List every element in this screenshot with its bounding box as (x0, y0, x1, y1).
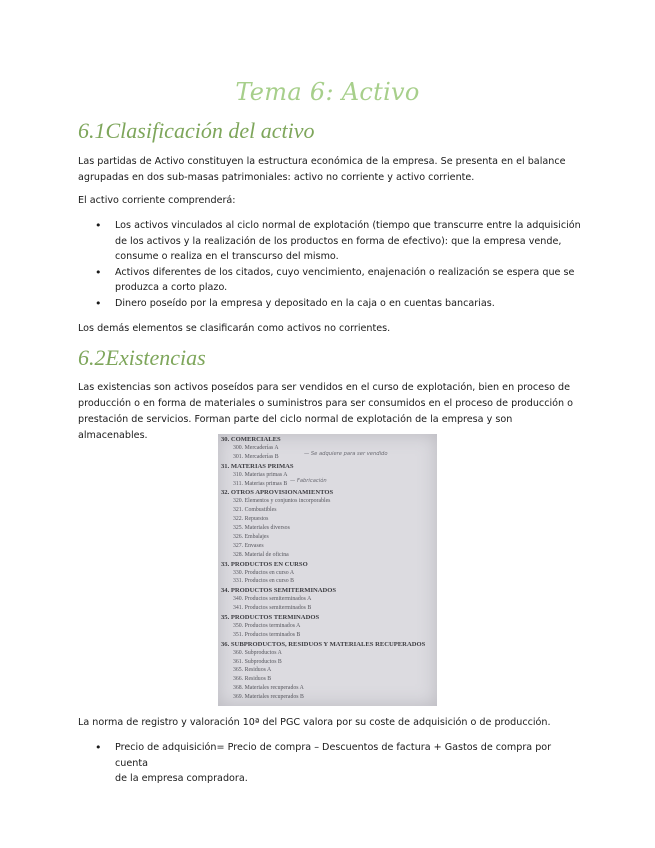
section-heading-existencias: 6.2Existencias (78, 345, 206, 370)
account-item: 340. Productos semiterminados A (233, 596, 312, 603)
intro-line-2: agrupadas en dos sub-masas patrimoniales: activo no corriente y activo corriente. (78, 172, 475, 183)
account-item: 325. Materiales diversos (233, 525, 290, 531)
account-item: 321. Combustibles (233, 507, 277, 514)
page-title: Tema 6: Activo (235, 78, 420, 106)
list-item (78, 740, 583, 787)
list-item (78, 296, 583, 312)
list-item-line: Activos diferentes de los citados, cuyo vencimiento, enajenación o realización se espera que se (115, 266, 575, 278)
account-item: 326. Embalajes (233, 533, 269, 540)
account-item: 351. Productos terminados B (233, 631, 301, 638)
list-item-line: produzca a corto plazo. (115, 282, 228, 293)
norma-text: La norma de registro y valoración 10ª del PGC valora por su coste de adquisición o de producción. (78, 717, 551, 728)
precio-list (78, 740, 583, 787)
account-item: 330. Productos en curso A (233, 569, 295, 576)
existencias-line-3: prestación de servicios. Forman parte del ciclo normal de explotación de la empresa y son almacenables. (78, 414, 513, 441)
account-item: 328. Material de oficina (233, 551, 289, 558)
activo-corriente-list (78, 218, 583, 311)
list-item-line: Dinero poseído por la empresa y depositado en la caja o en cuentas bancarias. (115, 297, 495, 309)
account-item: 369. Materiales recuperados B (233, 694, 304, 701)
account-item: 322. Repuestos (233, 516, 269, 523)
existencias-line-1: Las existencias son activos poseídos para ser vendidos en el curso de explotación, bien en proceso de (78, 382, 570, 393)
account-item: 310. Materias primas A (233, 471, 288, 478)
list-item-line: Los activos vinculados al ciclo normal de explotación (tiempo que transcurre entre la adquisición (115, 220, 581, 231)
account-group-heading: 31. MATERIAS PRIMAS (221, 462, 294, 470)
account-group-heading: 33. PRODUCTOS EN CURSO (221, 560, 308, 568)
account-item: 341. Productos semiterminados B (233, 605, 312, 612)
closing-text: Los demás elementos se clasificarán como activos no corrientes. (78, 323, 391, 334)
account-item: 320. Elementos y conjuntos incorporables (233, 498, 331, 505)
account-group-heading: 36. SUBPRODUCTOS, RESIDUOS Y MATERIALES RECUPERADOS (221, 640, 426, 648)
account-item: 350. Productos terminados A (233, 622, 301, 629)
account-item: 361. Subproductos B (233, 658, 282, 665)
lead-text: El activo corriente comprenderá: (78, 195, 236, 206)
account-item: 360. Subproductos A (233, 649, 282, 656)
intro-line-1: Las partidas de Activo constituyen la estructura económica de la empresa. Se presenta en el balance (78, 156, 566, 167)
list-item (78, 218, 583, 265)
handwritten-note: — Fabricación (290, 478, 327, 484)
account-group-heading: 34. PRODUCTOS SEMITERMINADOS (221, 587, 337, 595)
account-item: 301. Mercaderías B (233, 453, 279, 460)
accounts-list-photo (218, 434, 437, 706)
handwritten-note: — Se adquiere para ser vendido (304, 451, 388, 457)
account-item: 366. Residuos B (233, 676, 272, 683)
account-item: 311. Materias primas B (233, 480, 288, 487)
account-group-heading: 30. COMERCIALES (221, 436, 281, 443)
account-item: 368. Materiales recuperados A (233, 685, 304, 692)
list-item (78, 265, 583, 296)
account-item: 365. Residuos A (233, 667, 272, 674)
account-group-heading: 35. PRODUCTOS TERMINADOS (221, 614, 320, 621)
section-heading-clasificacion: 6.1Clasificación del activo (78, 118, 315, 143)
list-item-line: consume o realiza en el transcurso del mismo. (115, 251, 339, 262)
list-item-line: de la empresa compradora. (115, 773, 248, 784)
account-group-heading: 32. OTROS APROVISIONAMIENTOS (221, 489, 334, 497)
intro-paragraph (78, 154, 583, 186)
account-item: 331. Productos en curso B (233, 578, 295, 585)
account-item: 300. Mercaderías A (233, 444, 279, 451)
existencias-line-2: producción o en forma de materiales o suministros para ser consumidos en el proceso de producción o (78, 398, 574, 409)
account-item: 327. Envases (233, 542, 264, 549)
list-item-line: de los activos y la realización de los productos en forma de efectivo): que la empresa vende, (115, 235, 562, 247)
list-item-line: Precio de adquisición= Precio de compra – Descuentos de factura + Gastos de compra por cuenta (115, 742, 552, 769)
